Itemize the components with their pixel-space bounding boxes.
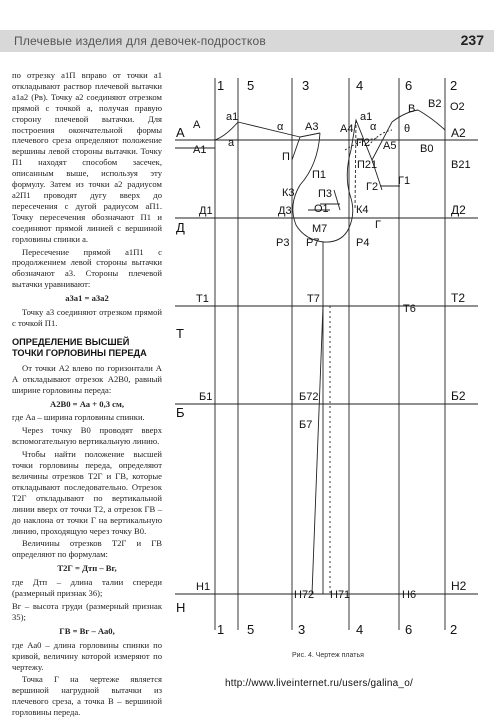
footer-url[interactable]: http://www.liveinternet.ru/users/galina_o/	[225, 678, 413, 689]
point-label: П21	[357, 159, 378, 171]
point-label: Б72	[299, 391, 319, 403]
paragraph: Величины отрезков Т2Г и ГВ определяют по формулам:	[12, 538, 162, 560]
point-label: Н6	[402, 589, 417, 601]
column-labels-bottom	[217, 622, 457, 637]
row-label-right: А2	[451, 126, 466, 140]
column-label-top: 6	[405, 78, 413, 93]
point-label: Г2	[366, 181, 379, 193]
point-label: Н71	[330, 589, 351, 601]
point-label: Г	[375, 219, 381, 231]
point-label: θ	[404, 123, 411, 135]
paragraph: где Аа0 – длина горловины спинки по кривой, величину которой измеряют по чертежу.	[12, 639, 162, 672]
column-label-top: 4	[356, 78, 364, 93]
point-label: Р3	[276, 237, 290, 249]
point-label: П3	[318, 188, 333, 200]
page-number: 237	[460, 32, 484, 48]
point-label: В	[408, 103, 416, 115]
point-label: К3	[282, 187, 295, 199]
back-shoulder-left	[238, 122, 300, 137]
point-label: М7	[312, 223, 328, 235]
row-label-left: Д	[176, 220, 185, 235]
paragraph: Чтобы найти положение высшей точки горловины переда, определяют величины отрезков Т2Г и ГВ, которые откладывают последовательно. Отрезок Т2Г откладывают по вертикальной линии вверх от точки Т2, а отрезок ГВ – до наклона от точки Г на вертикальную линию, проходящую через точку В0.	[12, 449, 162, 536]
point-label: В21	[451, 159, 471, 171]
row-label-left: А	[176, 125, 185, 140]
column-labels-top	[217, 78, 457, 93]
point-label: О1	[314, 203, 329, 215]
paragraph: Через точку В0 проводят вверх вспомогательную вертикальную линию.	[12, 425, 162, 447]
column-label-top: 1	[217, 78, 225, 93]
point-label: а	[228, 137, 235, 149]
back-neckline	[215, 122, 238, 140]
point-label: Т1	[196, 293, 209, 305]
paragraph: Пересечение прямой а1П1 с продолжением левой стороны вытачки обозначают а3. Стороны плечевой вытачки уравнивают:	[12, 246, 162, 290]
point-label: О2	[450, 101, 465, 113]
point-label: Т6	[403, 303, 416, 315]
point-label: П	[282, 151, 290, 163]
row-label-left: Б	[176, 405, 185, 420]
row-label-left: Н	[176, 600, 186, 615]
drawing-element	[175, 78, 478, 630]
formula: А2В0 = Аа + 0,3 см,	[49, 398, 125, 409]
point-label: А4	[340, 123, 354, 135]
point-label: α	[370, 121, 377, 133]
column-label-bottom: 4	[356, 622, 364, 637]
point-label: Н72	[294, 589, 315, 601]
point-label: П2	[356, 137, 371, 149]
construction-line	[355, 120, 356, 210]
point-label: Р7	[306, 237, 320, 249]
side-seam-curve	[312, 306, 323, 594]
paragraph: Точку а3 соединяют отрезком прямой с точкой П1.	[12, 307, 162, 328]
column-label-bottom: 5	[247, 622, 255, 637]
paragraph: От точки А2 влево по горизонтали А А откладывают отрезок А2В0, равный ширине горловины переда:	[12, 362, 162, 395]
point-label: а1	[226, 111, 239, 123]
construction-line	[334, 190, 340, 210]
figure-caption: Рис. 4. Чертеж платья	[292, 652, 364, 659]
row-label-right: Д2	[451, 203, 466, 217]
point-label: А	[193, 119, 201, 131]
column-label-top: 5	[247, 78, 255, 93]
point-label: А5	[383, 140, 397, 152]
paragraph: по отрезку а1П вправо от точки а1 откладывают раствор плечевой вытачки а1а2 (Рв). Точку а2 соединяют отрезком прямой с точкой а, получая правую сторону плечевой вытачки. Для построения окончательной формы плечевого среза определяют положение вершины левой стороны вытачки. Точку П1 находят способом засечек, описанным выше, используя эту формулу. Затем из точки а2 радиусом а2П1 проводят дугу вверх до пересечения с дугой радиусом аП1. Точку пересечения обозначают П1 и соединяют прямой линией с вершиной горловины спинки а.	[12, 70, 162, 244]
column-label-bottom: 2	[450, 622, 458, 637]
point-label: В2	[428, 98, 442, 110]
point-label: Т7	[307, 293, 320, 305]
point-label: Б7	[299, 419, 313, 431]
front-neckline	[392, 110, 445, 130]
formula: а3а1 = а3а2	[65, 293, 109, 304]
point-label: Б1	[199, 391, 213, 403]
point-label: Г1	[398, 175, 411, 187]
section-heading: ОПРЕДЕЛЕНИЕ ВЫСШЕЙ ТОЧКИ ГОРЛОВИНЫ ПЕРЕДА	[12, 336, 147, 358]
formula: ГВ = Вг – Аа0,	[59, 625, 115, 636]
paragraph: где Дтп – длина талии спереди (размерный признак 36);	[12, 577, 162, 599]
paragraph: Вг – высота груди (размерный признак 35);	[12, 600, 162, 622]
point-label: А3	[305, 121, 319, 133]
paragraph: где Аа – ширина горловины спинки.	[12, 412, 145, 423]
row-labels-right	[451, 126, 467, 593]
point-labels	[193, 98, 471, 601]
row-label-left: Т	[176, 326, 184, 341]
row-label-right: Б2	[451, 389, 466, 403]
point-label: В0	[420, 143, 434, 155]
point-label: А1	[193, 144, 207, 156]
row-labels-left	[176, 125, 185, 615]
point-label: α	[277, 121, 284, 133]
row-label-right: Н2	[451, 579, 467, 593]
column-label-bottom: 1	[217, 622, 225, 637]
point-label: Д1	[199, 205, 213, 217]
column-label-bottom: 6	[405, 622, 413, 637]
point-label: П1	[312, 169, 327, 181]
column-label-top: 2	[450, 78, 458, 93]
column-label-top: 3	[302, 78, 310, 93]
point-label: а1	[360, 111, 373, 123]
row-label-right: Т2	[451, 291, 466, 305]
formula: Т2Г = Дтп – Вг,	[57, 563, 117, 574]
header-title: Плечевые изделия для девочек-подростков	[14, 34, 266, 48]
column-label-bottom: 3	[298, 622, 306, 637]
paragraph: Точка Г на чертеже является вершиной нагрудной вытачки из плечевого среза, а точка В – вершиной горловины переда.	[12, 674, 162, 718]
back-shoulder-right	[300, 133, 320, 137]
point-label: Р4	[356, 237, 370, 249]
point-label: К4	[356, 204, 369, 216]
point-label: Д3	[278, 205, 292, 217]
point-label: Н1	[196, 581, 211, 593]
